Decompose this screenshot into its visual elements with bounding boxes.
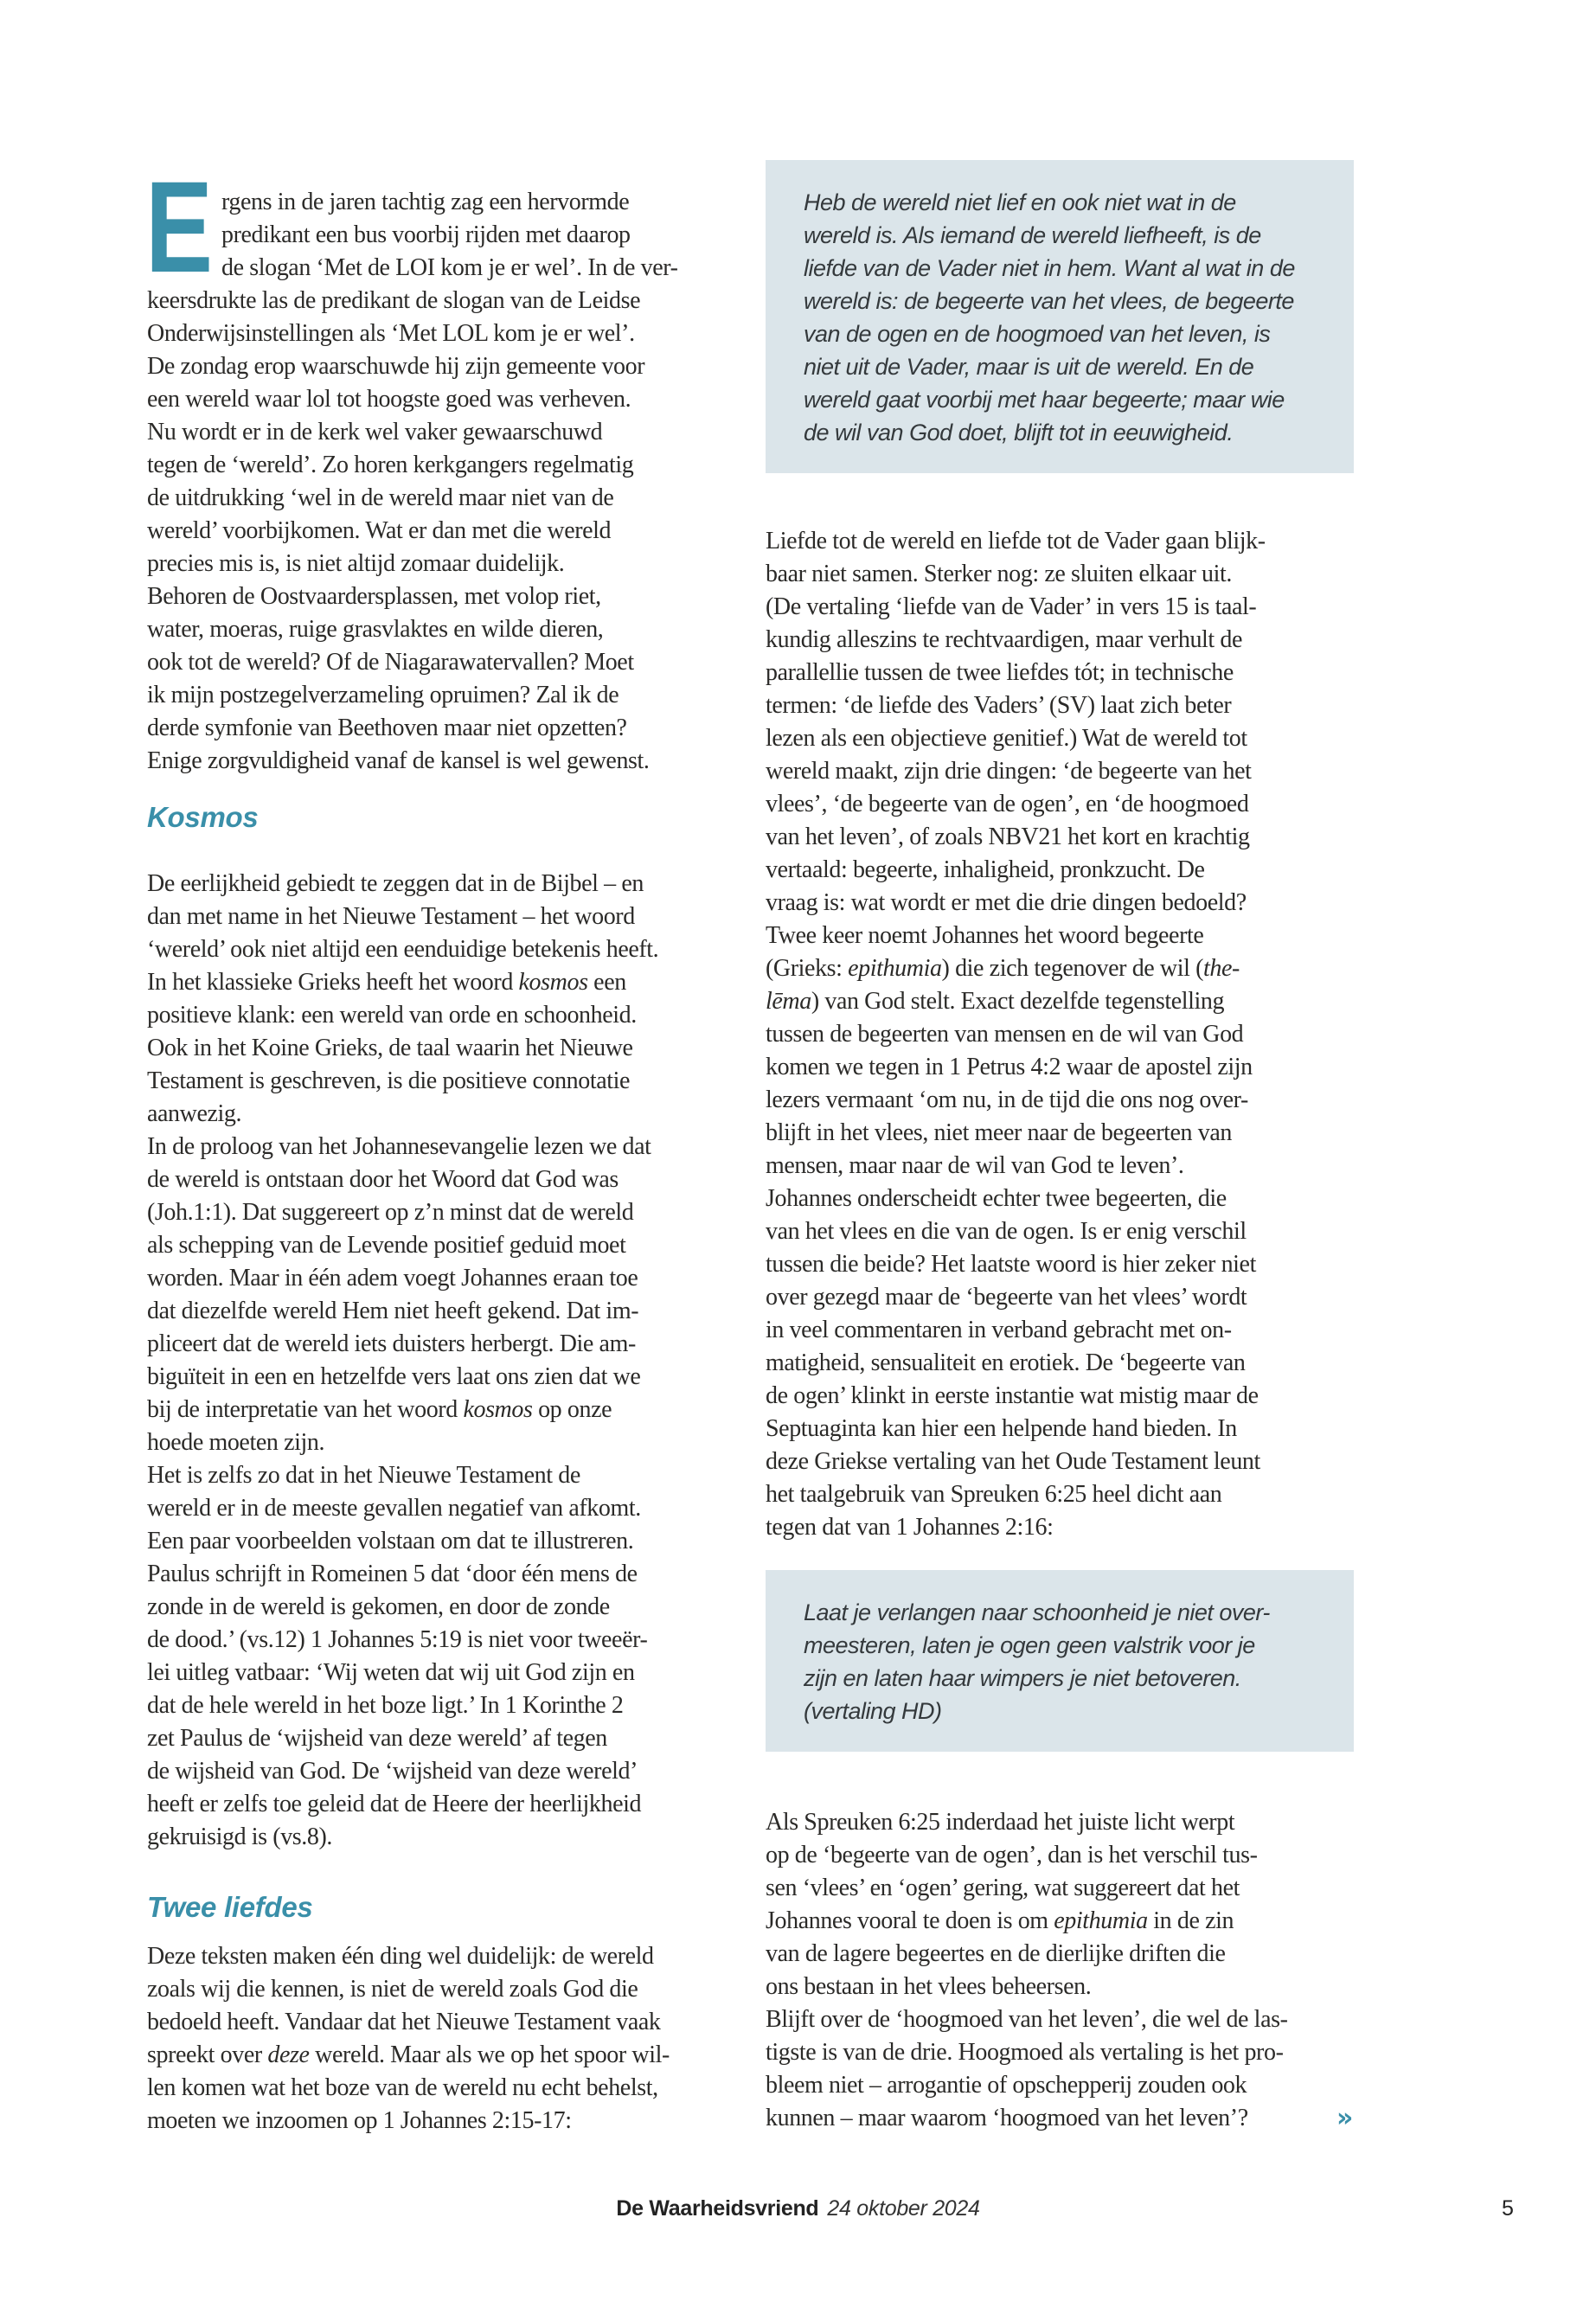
text-line: dat diezelfde wereld Hem niet heeft gekend. Dat im- bbox=[147, 1298, 639, 1324]
twee-liefdes-paragraph bbox=[147, 1940, 737, 2138]
text-line: hoede moeten zijn. bbox=[147, 1429, 325, 1456]
text-line: van de lagere begeertes en de dierlijke driften die bbox=[766, 1940, 1226, 1967]
text-line: Johannes vooral te doen is om epithumia in de zin bbox=[766, 1907, 1234, 1934]
text-line: komen we tegen in 1 Petrus 4:2 waar de apostel zijn bbox=[766, 1054, 1253, 1080]
text-line: wereld is: de begeerte van het vlees, de begeerte bbox=[804, 288, 1294, 314]
text-line: niet uit de Vader, maar is uit de wereld. En de bbox=[804, 354, 1254, 380]
text-line: len komen wat het boze van de wereld nu echt behelst, bbox=[147, 2074, 658, 2101]
text-line: (Joh.1:1). Dat suggereert op z’n minst dat de wereld bbox=[147, 1199, 634, 1226]
text-line: in veel commentaren in verband gebracht met on- bbox=[766, 1317, 1232, 1343]
text-line: spreekt over deze wereld. Maar als we op het spoor wil- bbox=[147, 2041, 670, 2068]
text-line: zonde in de wereld is gekomen, en door de zonde bbox=[147, 1593, 610, 1620]
text-line: Twee keer noemt Johannes het woord begeerte bbox=[766, 922, 1204, 949]
text-line: ons bestaan in het vlees beheersen. bbox=[766, 1973, 1092, 2000]
text-line: de uitdrukking ‘wel in de wereld maar niet van de bbox=[147, 484, 614, 511]
text-line: precies mis is, is niet altijd zomaar duidelijk. bbox=[147, 550, 565, 577]
text-line: tegen dat van 1 Johannes 2:16: bbox=[766, 1514, 1054, 1541]
text-line: (vertaling HD) bbox=[804, 1698, 942, 1724]
text-line: vertaald: begeerte, inhaligheid, pronkzucht. De bbox=[766, 856, 1205, 883]
text-line: lei uitleg vatbaar: ‘Wij weten dat wij uit God zijn en bbox=[147, 1659, 635, 1686]
text-line: Johannes onderscheidt echter twee begeerten, die bbox=[766, 1185, 1227, 1212]
text-line: ‘wereld’ ook niet altijd een eenduidige betekenis heeft. bbox=[147, 936, 659, 963]
right-body-paragraph-1 bbox=[766, 525, 1354, 1544]
text-line: baar niet samen. Sterker nog: ze sluiten elkaar uit. bbox=[766, 561, 1232, 587]
text-line: rgens in de jaren tachtig zag een hervormde bbox=[221, 189, 630, 215]
drop-cap: E bbox=[145, 154, 214, 299]
text-line: ik mijn postzegelverzameling opruimen? Zal ik de bbox=[147, 682, 619, 708]
text-line: bleem niet – arrogantie of opschepperij zouden ook bbox=[766, 2072, 1247, 2099]
text-line: Liefde tot de wereld en liefde tot de Vader gaan blijk- bbox=[766, 528, 1266, 554]
text-line: Het is zelfs zo dat in het Nieuwe Testament de bbox=[147, 1462, 580, 1489]
text-line: sen ‘vlees’ en ‘ogen’ gering, wat suggereert dat het bbox=[766, 1875, 1240, 1901]
kosmos-paragraph bbox=[147, 868, 737, 1854]
text-line: De eerlijkheid gebiedt te zeggen dat in de Bijbel – en bbox=[147, 870, 644, 897]
text-line: pliceert dat de wereld iets duisters herbergt. Die am- bbox=[147, 1330, 636, 1357]
text-line: de ogen’ klinkt in eerste instantie wat mistig maar de bbox=[766, 1382, 1259, 1409]
text-line: deze Griekse vertaling van het Oude Testament leunt bbox=[766, 1448, 1260, 1475]
text-line: lezen als een objectieve genitief.) Wat de wereld tot bbox=[766, 725, 1247, 752]
text-line: In het klassieke Grieks heeft het woord kosmos een bbox=[147, 969, 626, 996]
text-line: zet Paulus de ‘wijsheid van deze wereld’ af tegen bbox=[147, 1725, 607, 1752]
text-line: liefde van de Vader niet in hem. Want al wat in de bbox=[804, 255, 1295, 281]
text-line: moeten we inzoomen op 1 Johannes 2:15-17: bbox=[147, 2107, 572, 2134]
text-line: dan met name in het Nieuwe Testament – het woord bbox=[147, 903, 635, 930]
text-line: op de ‘begeerte van de ogen’, dan is het verschil tus- bbox=[766, 1842, 1258, 1868]
footer-issue-date: 24 oktober 2024 bbox=[827, 2196, 980, 2221]
text-line: van het leven’, of zoals NBV21 het kort en krachtig bbox=[766, 824, 1250, 850]
text-line: De zondag erop waarschuwde hij zijn gemeente voor bbox=[147, 353, 645, 380]
text-line: als schepping van de Levende positief geduid moet bbox=[147, 1232, 626, 1259]
text-line: parallellie tussen de twee liefdes tót; in technische bbox=[766, 659, 1234, 686]
text-line: In de proloog van het Johannesevangelie lezen we dat bbox=[147, 1133, 651, 1160]
text-line: wereld’ voorbijkomen. Wat er dan met die wereld bbox=[147, 517, 612, 544]
text-line: Deze teksten maken één ding wel duidelijk: de wereld bbox=[147, 1943, 654, 1970]
text-line: vlees’, ‘de begeerte van de ogen’, en ‘de hoogmoed bbox=[766, 791, 1249, 817]
text-line: biguïteit in een en hetzelfde vers laat ons zien dat we bbox=[147, 1363, 641, 1390]
section-heading-twee-liefdes: Twee liefdes bbox=[147, 1891, 313, 1923]
text-line: Als Spreuken 6:25 inderdaad het juiste licht werpt bbox=[766, 1809, 1235, 1836]
left-column bbox=[147, 186, 737, 2138]
continuation-arrows-icon: » bbox=[1336, 2103, 1354, 2133]
text-line: Blijft over de ‘hoogmoed van het leven’, die wel de las- bbox=[766, 2006, 1288, 2033]
text-line: Testament is geschreven, is die positieve connotatie bbox=[147, 1067, 631, 1094]
intro-paragraph bbox=[147, 186, 737, 778]
text-line: bij de interpretatie van het woord kosmos op onze bbox=[147, 1396, 612, 1423]
page-number: 5 bbox=[1502, 2196, 1514, 2221]
text-line: wereld is. Als iemand de wereld liefheeft, is de bbox=[804, 222, 1261, 248]
text-line: Onderwijsinstellingen als ‘Met LOL kom je er wel’. bbox=[147, 320, 635, 347]
text-line: blijft in het vlees, niet meer naar de begeerten van bbox=[766, 1119, 1232, 1146]
text-line: lēma) van God stelt. Exact dezelfde tegenstelling bbox=[766, 988, 1225, 1015]
text-line: Paulus schrijft in Romeinen 5 dat ‘door één mens de bbox=[147, 1561, 638, 1587]
text-line: matigheid, sensualiteit en erotiek. De ‘begeerte van bbox=[766, 1349, 1246, 1376]
text-line: zoals wij die kennen, is niet de wereld zoals God die bbox=[147, 1976, 638, 2003]
text-line: Laat je verlangen naar schoonheid je niet over- bbox=[804, 1599, 1270, 1625]
text-line: gekruisigd is (vs.8). bbox=[147, 1823, 333, 1850]
right-body-paragraph-2 bbox=[766, 1806, 1354, 2135]
text-line: tussen de begeerten van mensen en de wil van God bbox=[766, 1021, 1244, 1048]
text-line: predikant een bus voorbij rijden met daarop bbox=[221, 221, 631, 248]
section-heading-kosmos: Kosmos bbox=[147, 801, 259, 833]
text-line: wereld er in de meeste gevallen negatief van afkomt. bbox=[147, 1495, 641, 1522]
text-line: Nu wordt er in de kerk wel vaker gewaarschuwd bbox=[147, 419, 603, 445]
text-line: kunnen – maar waarom ‘hoogmoed van het leven’? bbox=[766, 2105, 1248, 2131]
text-line: de wijsheid van God. De ‘wijsheid van deze wereld’ bbox=[147, 1758, 638, 1785]
bible-quote-1-john-2 bbox=[766, 160, 1354, 473]
text-line: aanwezig. bbox=[147, 1100, 242, 1127]
text-line: derde symfonie van Beethoven maar niet opzetten? bbox=[147, 715, 627, 741]
text-line: de dood.’ (vs.12) 1 Johannes 5:19 is niet voor tweeër- bbox=[147, 1626, 648, 1653]
text-line: tigste is van de drie. Hoogmoed als vertaling is het pro- bbox=[766, 2039, 1284, 2066]
text-line: Ook in het Koine Grieks, de taal waarin het Nieuwe bbox=[147, 1035, 633, 1061]
text-line: positieve klank: een wereld van orde en schoonheid. bbox=[147, 1002, 637, 1029]
text-line: de slogan ‘Met de LOI kom je er wel’. In de ver- bbox=[221, 254, 678, 281]
bible-quote-proverbs-6 bbox=[766, 1570, 1354, 1752]
text-line: dat de hele wereld in het boze ligt.’ In 1 Korinthe 2 bbox=[147, 1692, 624, 1719]
footer-magazine-title: De Waarheidsvriend bbox=[616, 2196, 819, 2221]
text-line: Een paar voorbeelden volstaan om dat te illustreren. bbox=[147, 1528, 634, 1554]
text-line: water, moeras, ruige grasvlaktes en wilde dieren, bbox=[147, 616, 604, 643]
text-line: het taalgebruik van Spreuken 6:25 heel dicht aan bbox=[766, 1481, 1222, 1508]
text-line: bedoeld heeft. Vandaar dat het Nieuwe Testament vaak bbox=[147, 2009, 661, 2035]
text-line: de wil van God doet, blijft tot in eeuwigheid. bbox=[804, 420, 1234, 445]
text-line: mensen, maar naar de wil van God te leven’. bbox=[766, 1152, 1184, 1179]
text-line: van het vlees en die van de ogen. Is er enig verschil bbox=[766, 1218, 1247, 1245]
text-line: meesteren, laten je ogen geen valstrik voor je bbox=[804, 1632, 1255, 1658]
text-line: Enige zorgvuldigheid vanaf de kansel is wel gewenst. bbox=[147, 747, 650, 774]
text-line: over gezegd maar de ‘begeerte van het vlees’ wordt bbox=[766, 1284, 1247, 1311]
text-line: worden. Maar in één adem voegt Johannes eraan toe bbox=[147, 1265, 638, 1292]
text-line: wereld maakt, zijn drie dingen: ‘de begeerte van het bbox=[766, 758, 1252, 785]
text-line: de wereld is ontstaan door het Woord dat God was bbox=[147, 1166, 619, 1193]
text-line: (Grieks: epithumia) die zich tegenover de wil (the- bbox=[766, 955, 1240, 982]
text-line: vraag is: wat wordt er met die drie dingen bedoeld? bbox=[766, 889, 1247, 916]
text-line: keersdrukte las de predikant de slogan van de Leidse bbox=[147, 287, 641, 314]
text-line: zijn en laten haar wimpers je niet betoveren. bbox=[804, 1665, 1241, 1691]
text-line: ook tot de wereld? Of de Niagarawatervallen? Moet bbox=[147, 649, 634, 676]
text-line: (De vertaling ‘liefde van de Vader’ in vers 15 is taal- bbox=[766, 593, 1257, 620]
text-line: lezers vermaant ‘om nu, in de tijd die ons nog over- bbox=[766, 1086, 1248, 1113]
text-line: tegen de ‘wereld’. Zo horen kerkgangers regelmatig bbox=[147, 452, 634, 478]
text-line: Behoren de Oostvaardersplassen, met volop riet, bbox=[147, 583, 601, 610]
text-line: Heb de wereld niet lief en ook niet wat in de bbox=[804, 189, 1236, 215]
text-line: een wereld waar lol tot hoogste goed was verheven. bbox=[147, 386, 631, 413]
text-line: heeft er zelfs toe geleid dat de Heere der heerlijkheid bbox=[147, 1791, 642, 1817]
text-line: van de ogen en de hoogmoed van het leven, is bbox=[804, 321, 1271, 347]
footer bbox=[0, 2195, 1596, 2221]
text-line: tussen die beide? Het laatste woord is hier zeker niet bbox=[766, 1251, 1256, 1278]
text-line: termen: ‘de liefde des Vaders’ (SV) laat zich beter bbox=[766, 692, 1232, 719]
text-line: kundig alleszins te rechtvaardigen, maar verhult de bbox=[766, 626, 1243, 653]
right-column bbox=[766, 160, 1354, 2135]
text-line: wereld gaat voorbij met haar begeerte; maar wie bbox=[804, 387, 1285, 413]
text-line: Septuaginta kan hier een helpende hand bieden. In bbox=[766, 1415, 1237, 1442]
